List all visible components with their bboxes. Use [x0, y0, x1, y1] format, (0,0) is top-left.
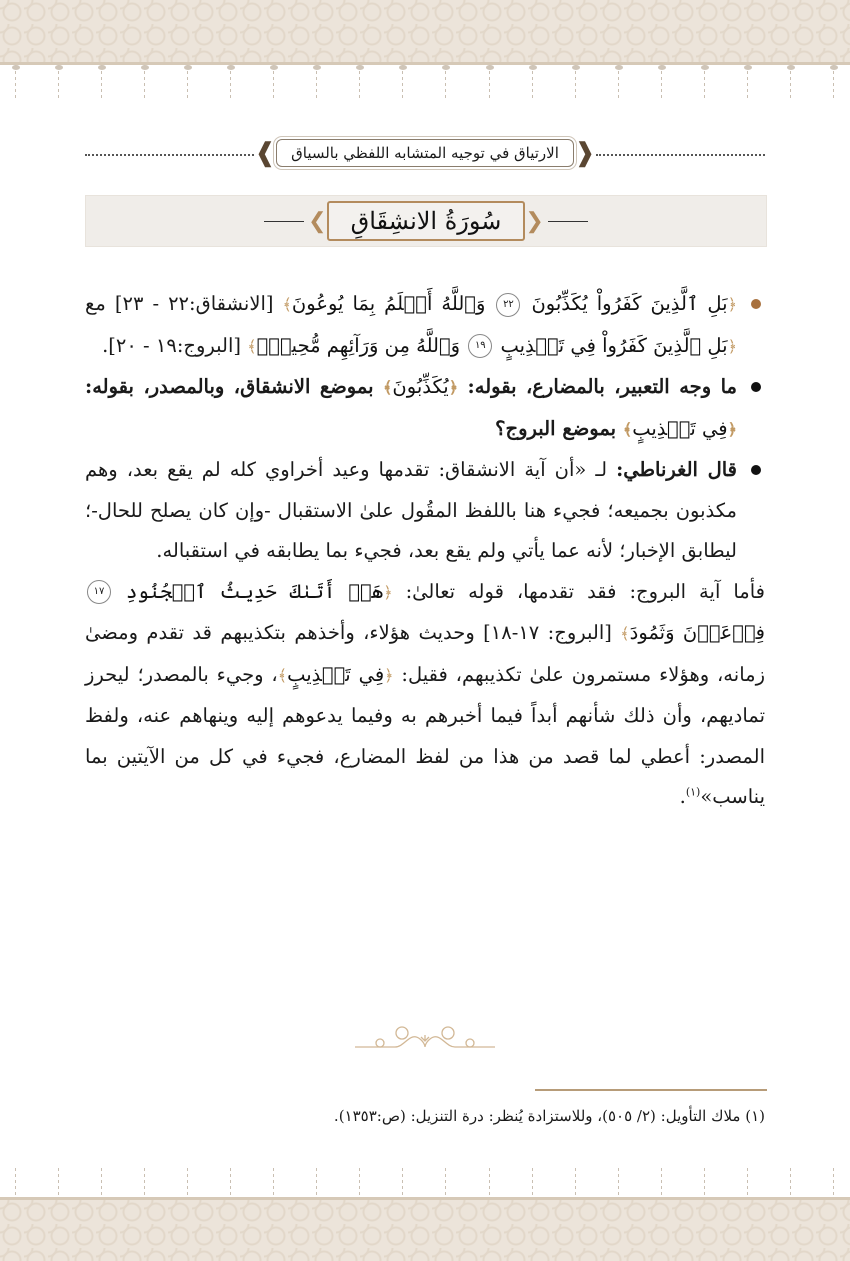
question-text: بموضع الانشقاق، وبالمصدر، بقوله:	[85, 375, 374, 398]
dotted-rule-left	[85, 154, 254, 156]
list-item	[85, 450, 765, 572]
bullet-icon	[751, 465, 761, 475]
banner-ornament-right-icon: ❯	[525, 208, 544, 234]
banner-ornament-left-icon: ❮	[308, 208, 327, 234]
ayah-number: ٢٢	[496, 293, 520, 317]
quran-bracket-close-icon: ﴾	[620, 624, 630, 643]
quran-bracket-close-icon: ﴾	[622, 419, 633, 439]
text: ، وجيء بالمصدر؛ ليحرز تماديهم، وأن ذلك شأنهم أبداً فيما أخبرهم به وفيما يدعوهم إليه وينهاهم عنه، ولفظ المصدر: أعطي لما قصد من هذا من لفظ المضارع، فجيء في كل من الآيتين بما يناسب»	[85, 662, 765, 808]
banner-line-left	[264, 221, 304, 222]
quran-word: فِي تَكۡذِيبٍ	[632, 416, 728, 440]
quran-bracket-open-icon: ﴿	[383, 582, 393, 602]
top-decorative-band	[0, 0, 850, 65]
quran-bracket-open-icon: ﴿	[727, 295, 737, 314]
quran-bracket-open-icon: ﴿	[448, 378, 459, 397]
ornament-right-icon: ❱	[574, 138, 596, 168]
footnote-separator	[535, 1089, 767, 1091]
bottom-decorative-band	[0, 1197, 850, 1261]
quran-bracket-close-icon: ﴾	[247, 336, 257, 356]
question-text: بموضع البروج؟	[495, 416, 617, 440]
quran-word: فِي تَكۡذِيبٍ	[287, 662, 385, 686]
dotted-rule-right	[596, 154, 765, 156]
quran-verse: فِرۡعَوۡنَ وَثَمُودَ	[629, 621, 765, 644]
surah-title: سُورَةُ الانشِقَاقِ	[327, 201, 526, 241]
paragraph	[85, 572, 765, 818]
main-content	[85, 284, 765, 818]
footnote-reference[interactable]: (١)	[685, 785, 701, 799]
text: .	[679, 785, 686, 808]
quran-bracket-open-icon: ﴿	[727, 419, 737, 439]
quote-text: لـ «أن آية الانشقاق: تقدمها وعيد أخراوي كله لم يقع بعد، وهم مكذبون بجميعه؛ فجيء هنا باللفظ المقُول علىٰ الاستقبال -وإن كان يصلح للحال-؛ ليطابق الإخبار؛ لأنه عما يأتي ولم يقع بعد، فجيء بما يطابقه في استقباله.	[85, 458, 737, 562]
list-item	[85, 367, 765, 450]
quran-word: يُكَذِّبُونَ	[392, 375, 449, 398]
quran-verse: هَلۡ أَتَىٰكَ حَدِيثُ ٱلۡجُنُودِ	[126, 579, 384, 603]
quran-verse: بَلِ ٱلَّذِينَ كَفَرُواْ يُكَذِّبُونَ	[531, 292, 728, 315]
question-text: ما وجه التعبير، بالمضارع، بقوله:	[467, 375, 737, 398]
text: مع	[85, 292, 106, 315]
running-header-title: الارتياق في توجيه المتشابه اللفظي بالسياق	[276, 139, 574, 167]
quran-verse: وَٱللَّهُ مِن وَرَآئِهِم مُّحِيطُۢ	[256, 333, 461, 357]
top-fringe-ornament	[0, 65, 850, 99]
ayah-number: ١٩	[468, 334, 492, 358]
quran-bracket-close-icon: ﴾	[282, 295, 292, 314]
surah-banner	[85, 195, 767, 247]
text: [البروج: ١٧-١٨] وحديث هؤلاء، وأخذهم بتكذيبهم قد تقدم ومضىٰ زمانه، وهؤلاء مستمرون علىٰ تكذيبهم، فقيل:	[85, 621, 765, 686]
quran-bracket-close-icon: ﴾	[277, 665, 288, 685]
ayah-number: ١٧	[87, 580, 111, 604]
text: فأما آية البروج: فقد تقدمها، قوله تعالىٰ:	[405, 579, 766, 603]
footnote: (١) ملاك التأويل: (٢/ ٥٠٥)، وللاستزادة يُنظر: درة التنزيل: (ص:١٣٥٣).	[333, 1107, 765, 1125]
quran-verse: وَٱللَّهُ أَعۡلَمُ بِمَا يُوعُونَ	[291, 292, 486, 315]
bullet-icon	[751, 299, 761, 309]
quran-bracket-open-icon: ﴿	[727, 336, 737, 356]
list-item	[85, 284, 765, 367]
running-header-frame	[254, 135, 596, 171]
verse-reference: [البروج:١٩ - ٢٠].	[102, 333, 241, 357]
section-divider-ornament-icon	[345, 1018, 505, 1054]
quran-bracket-open-icon: ﴿	[384, 665, 394, 685]
banner-line-right	[548, 221, 588, 222]
bullet-icon	[751, 382, 761, 392]
quran-bracket-close-icon: ﴾	[383, 378, 393, 397]
ornament-left-icon: ❰	[254, 138, 276, 168]
speaker-label: قال الغرناطي:	[616, 458, 737, 481]
running-header	[85, 130, 765, 176]
quran-verse: بَلِ ٱلَّذِينَ كَفَرُواْ فِي تَكۡذِيبٍ	[500, 333, 728, 357]
verse-reference: [الانشقاق:٢٢ - ٢٣]	[114, 292, 274, 315]
